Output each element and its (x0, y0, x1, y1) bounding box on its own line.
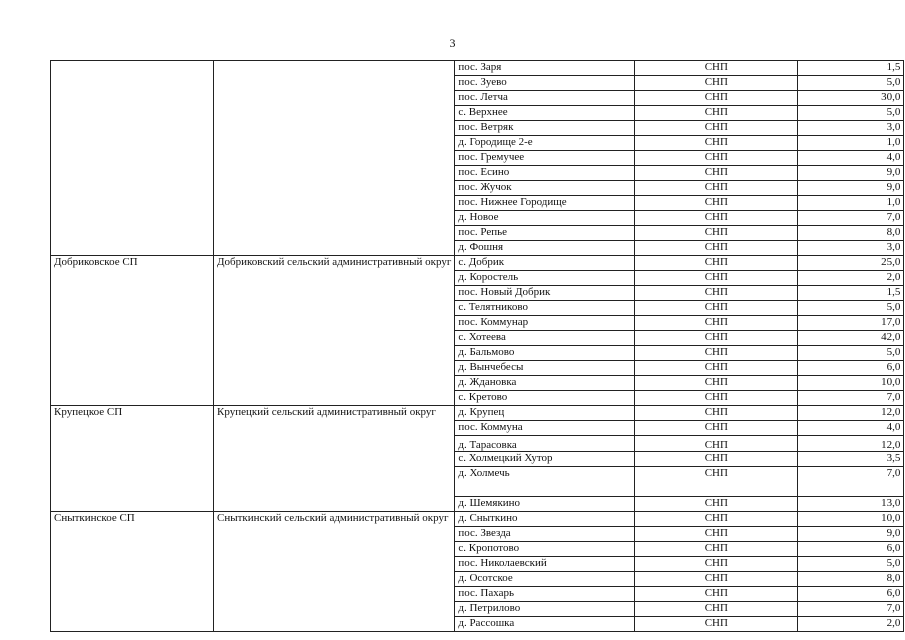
category-cell: СНП (635, 271, 798, 286)
value-cell: 12,0 (798, 436, 904, 452)
category-cell: СНП (635, 181, 798, 196)
value-cell: 10,0 (798, 512, 904, 527)
settlement-name-cell: пос. Коммунар (455, 316, 635, 331)
settlement-name-cell: пос. Коммуна (455, 421, 635, 436)
settlement-name-cell: пос. Ветряк (455, 121, 635, 136)
value-cell: 3,0 (798, 121, 904, 136)
value-cell: 9,0 (798, 166, 904, 181)
category-cell: СНП (635, 512, 798, 527)
settlement-name-cell: пос. Нижнее Городище (455, 196, 635, 211)
value-cell: 7,0 (798, 602, 904, 617)
okrug-cell (214, 61, 455, 256)
settlement-name-cell: с. Телятниково (455, 301, 635, 316)
category-cell: СНП (635, 436, 798, 452)
category-cell: СНП (635, 497, 798, 512)
settlement-name-cell: д. Холмечь (455, 467, 635, 497)
value-cell: 5,0 (798, 557, 904, 572)
category-cell: СНП (635, 196, 798, 211)
settlement-name-cell: д. Коростель (455, 271, 635, 286)
category-cell: СНП (635, 301, 798, 316)
settlement-name-cell: с. Хотеева (455, 331, 635, 346)
category-cell: СНП (635, 452, 798, 467)
settlement-name-cell: д. Сныткино (455, 512, 635, 527)
settlement-name-cell: пос. Пахарь (455, 587, 635, 602)
municipality-cell (51, 61, 214, 256)
page-number: 3 (449, 36, 456, 50)
category-cell: СНП (635, 527, 798, 542)
settlement-name-cell: д. Петрилово (455, 602, 635, 617)
table-row (51, 256, 904, 271)
settlement-name-cell: д. Вынчебесы (455, 361, 635, 376)
category-cell: СНП (635, 121, 798, 136)
value-cell: 9,0 (798, 181, 904, 196)
category-cell: СНП (635, 151, 798, 166)
table-row (51, 512, 904, 527)
value-cell: 9,0 (798, 527, 904, 542)
category-cell: СНП (635, 211, 798, 226)
value-cell: 13,0 (798, 497, 904, 512)
value-cell: 4,0 (798, 421, 904, 436)
value-cell: 1,0 (798, 136, 904, 151)
category-cell: СНП (635, 91, 798, 106)
value-cell: 5,0 (798, 106, 904, 121)
value-cell: 3,5 (798, 452, 904, 467)
settlement-name-cell: пос. Жучок (455, 181, 635, 196)
category-cell: СНП (635, 331, 798, 346)
value-cell: 6,0 (798, 542, 904, 557)
category-cell: СНП (635, 557, 798, 572)
settlement-name-cell: пос. Новый Добрик (455, 286, 635, 301)
okrug-cell: Добриковский сельский административный округ (214, 256, 455, 406)
category-cell: СНП (635, 572, 798, 587)
value-cell: 7,0 (798, 211, 904, 226)
value-cell: 5,0 (798, 76, 904, 91)
table-row (51, 406, 904, 421)
category-cell: СНП (635, 76, 798, 91)
category-cell: СНП (635, 241, 798, 256)
value-cell: 5,0 (798, 346, 904, 361)
settlement-name-cell: д. Шемякино (455, 497, 635, 512)
value-cell: 6,0 (798, 361, 904, 376)
value-cell: 1,5 (798, 286, 904, 301)
category-cell: СНП (635, 602, 798, 617)
municipality-cell: Добриковское СП (51, 256, 214, 406)
settlement-name-cell: с. Верхнее (455, 106, 635, 121)
settlement-name-cell: с. Кропотово (455, 542, 635, 557)
category-cell: СНП (635, 376, 798, 391)
value-cell: 8,0 (798, 572, 904, 587)
category-cell: СНП (635, 316, 798, 331)
category-cell: СНП (635, 286, 798, 301)
settlement-name-cell: пос. Звезда (455, 527, 635, 542)
category-cell: СНП (635, 256, 798, 271)
value-cell: 5,0 (798, 301, 904, 316)
category-cell: СНП (635, 136, 798, 151)
settlement-name-cell: д. Тарасовка (455, 436, 635, 452)
municipality-cell: Сныткинское СП (51, 512, 214, 632)
settlement-name-cell: д. Фошня (455, 241, 635, 256)
value-cell: 3,0 (798, 241, 904, 256)
value-cell: 25,0 (798, 256, 904, 271)
category-cell: СНП (635, 467, 798, 497)
value-cell: 42,0 (798, 331, 904, 346)
settlement-name-cell: пос. Николаевский (455, 557, 635, 572)
value-cell: 8,0 (798, 226, 904, 241)
category-cell: СНП (635, 61, 798, 76)
value-cell: 2,0 (798, 271, 904, 286)
category-cell: СНП (635, 542, 798, 557)
category-cell: СНП (635, 361, 798, 376)
settlement-name-cell: д. Ждановка (455, 376, 635, 391)
settlement-name-cell: с. Кретово (455, 391, 635, 406)
settlement-name-cell: пос. Репье (455, 226, 635, 241)
settlements-table (50, 60, 904, 632)
settlement-name-cell: пос. Гремучее (455, 151, 635, 166)
okrug-cell: Сныткинский сельский административный округ (214, 512, 455, 632)
value-cell: 2,0 (798, 617, 904, 632)
settlement-name-cell: д. Рассошка (455, 617, 635, 632)
settlement-name-cell: пос. Есино (455, 166, 635, 181)
settlement-name-cell: с. Холмецкий Хутор (455, 452, 635, 467)
settlement-name-cell: д. Городище 2-е (455, 136, 635, 151)
category-cell: СНП (635, 391, 798, 406)
settlement-name-cell: пос. Летча (455, 91, 635, 106)
category-cell: СНП (635, 421, 798, 436)
category-cell: СНП (635, 406, 798, 421)
value-cell: 7,0 (798, 391, 904, 406)
settlement-name-cell: д. Крупец (455, 406, 635, 421)
value-cell: 7,0 (798, 467, 904, 497)
value-cell: 17,0 (798, 316, 904, 331)
category-cell: СНП (635, 226, 798, 241)
category-cell: СНП (635, 346, 798, 361)
value-cell: 4,0 (798, 151, 904, 166)
value-cell: 6,0 (798, 587, 904, 602)
value-cell: 30,0 (798, 91, 904, 106)
category-cell: СНП (635, 166, 798, 181)
table-row (51, 61, 904, 76)
category-cell: СНП (635, 617, 798, 632)
municipality-cell: Крупецкое СП (51, 406, 214, 512)
value-cell: 1,5 (798, 61, 904, 76)
settlement-name-cell: пос. Зуево (455, 76, 635, 91)
value-cell: 1,0 (798, 196, 904, 211)
settlement-name-cell: д. Новое (455, 211, 635, 226)
settlement-name-cell: д. Осотское (455, 572, 635, 587)
value-cell: 10,0 (798, 376, 904, 391)
settlement-name-cell: пос. Заря (455, 61, 635, 76)
settlement-name-cell: с. Добрик (455, 256, 635, 271)
okrug-cell: Крупецкий сельский административный округ (214, 406, 455, 512)
settlement-name-cell: д. Бальмово (455, 346, 635, 361)
settlements-table-body (51, 61, 904, 632)
category-cell: СНП (635, 106, 798, 121)
category-cell: СНП (635, 587, 798, 602)
value-cell: 12,0 (798, 406, 904, 421)
